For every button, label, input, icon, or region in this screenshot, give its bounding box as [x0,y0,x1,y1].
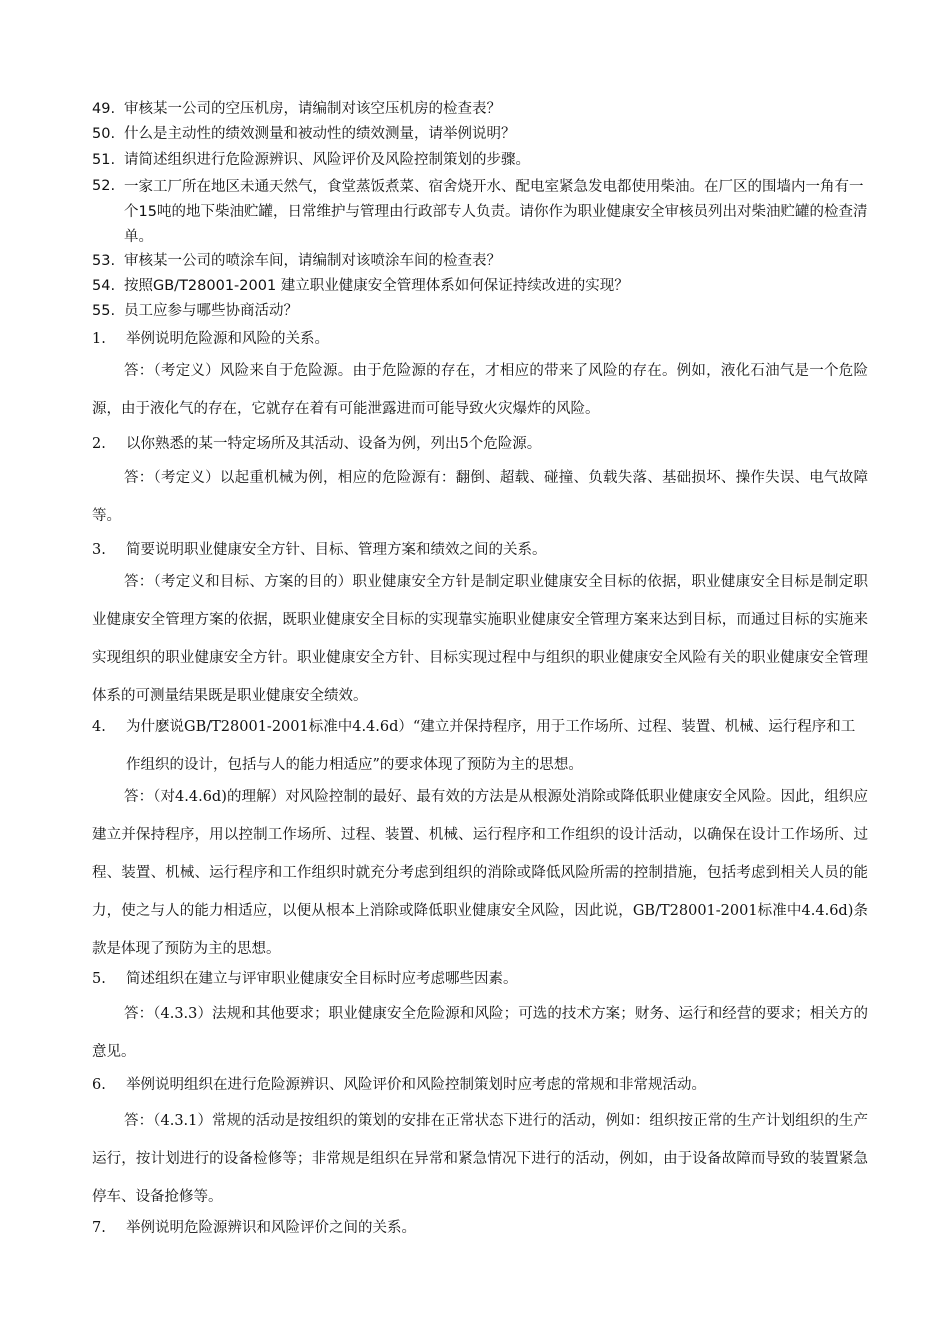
qa-question-number: 1. [92,331,106,347]
qa-question-text: 举例说明危险源和风险的关系。 [126,331,329,347]
qa-answer: 答：（对4.4.6d)的理解）对风险控制的最好、最有效的方法是从根源处消除或降低职业健康安全风险。因此，组织应建立并保持程序，用以控制工作场所、过程、装置、机械、运行程序和工作组织的设计活动，以确保在设计工作场所、过程、装置、机械、运行程序和工作组织时就充分考虑到组织的消除或降低风险所需的控制措施，包括考虑到相关人员的能力，使之与人的能力相适应，以便从根本上消除或降低职业健康安全风险，因此说，GB/T28001-2001标准中4.4.6d)条款是体现了预防为主的思想。 [92,789,868,957]
qa-question-text: 简述组织在建立与评审职业健康安全目标时应考虑哪些因素。 [126,971,518,987]
question-number: 49. [92,101,116,117]
qa-question-number: 2. [92,436,106,452]
qa-question [92,960,868,998]
question-item [92,149,868,171]
qa-question-number: 6. [92,1077,106,1093]
qa-question-number: 3. [92,542,106,558]
question-item [92,98,868,120]
question-text: 审核某一公司的喷涂车间，请编制对该喷涂车间的检查表？ [124,253,501,269]
question-number: 55. [92,303,116,319]
question-text: 审核某一公司的空压机房，请编制对该空压机房的检查表？ [124,101,501,117]
question-item [92,275,868,297]
question-item [92,175,868,250]
qa-question [92,1066,868,1104]
qa-answer: 答：（4.3.1）常规的活动是按组织的策划的安排在正常状态下进行的活动，例如：组织按正常的生产计划组织的生产运行，按计划进行的设备检修等；非常规是组织在异常和紧急情况下进行的活动，例如，由于设备故障而导致的装置紧急停车、设备抢修等。 [92,1113,868,1205]
qa-question-text: 以你熟悉的某一特定场所及其活动、设备为例，列出5个危险源。 [126,436,542,452]
question-number: 52. [92,178,116,194]
question-text: 员工应参与哪些协商活动？ [124,303,298,319]
qa-question-text: 举例说明危险源辨识和风险评价之间的关系。 [126,1220,416,1236]
qa-answer: 答：（考定义和目标、方案的目的）职业健康安全方针是制定职业健康安全目标的依据，职业健康安全目标是制定职业健康安全管理方案的依据，既职业健康安全目标的实现靠实施职业健康安全管理方案来达到目标，而通过目标的实施来实现组织的职业健康安全方针。职业健康安全方针、目标实现过程中与组织的职业健康安全风险有关的职业健康安全管理体系的可测量结果既是职业健康安全绩效。 [92,574,868,704]
qa-question-text: 举例说明组织在进行危险源辨识、风险评价和风险控制策划时应考虑的常规和非常规活动。 [126,1077,706,1093]
qa-question-number: 7. [92,1220,106,1236]
question-number: 51. [92,152,116,168]
qa-question [92,1209,868,1247]
qa-answer: 答：（考定义）以起重机械为例，相应的危险源有：翻倒、超载、碰撞、负载失落、基础损坏、操作失误、电气故障等。 [92,470,868,524]
question-item [92,250,868,272]
question-number: 53. [92,253,116,269]
question-number: 50. [92,126,116,142]
qa-question-number: 5. [92,971,106,987]
qa-question [92,708,868,784]
qa-question-text: 为什麽说GB/T28001-2001标准中4.4.6d）“建立并保持程序，用于工作场所、过程、装置、机械、运行程序和工作组织的设计，包括与人的能力相适应”的要求体现了预防为主的思想。 [126,719,856,773]
qa-question-number: 4. [92,719,106,735]
qa-answer: 答：（4.3.3）法规和其他要求；职业健康安全危险源和风险；可选的技术方案；财务、运行和经营的要求；相关方的意见。 [92,1006,868,1060]
question-number: 54. [92,278,116,294]
question-item [92,300,868,322]
question-text: 什么是主动性的绩效测量和被动性的绩效测量，请举例说明？ [124,126,516,142]
question-text: 请简述组织进行危险源辨识、风险评价及风险控制策划的步骤。 [124,152,530,168]
qa-question [92,425,868,463]
question-text: 按照GB/T28001-2001 建立职业健康安全管理体系如何保证持续改进的实现？ [124,278,629,294]
qa-answer: 答：（考定义）风险来自于危险源。由于危险源的存在，才相应的带来了风险的存在。例如，液化石油气是一个危险源，由于液化气的存在，它就存在着有可能泄露进而可能导致火灾爆炸的风险。 [92,363,868,417]
qa-question-text: 简要说明职业健康安全方针、目标、管理方案和绩效之间的关系。 [126,542,547,558]
question-text: 一家工厂所在地区未通天然气，食堂蒸饭煮菜、宿舍烧开水、配电室紧急发电都使用柴油。在厂区的围墙内一角有一个15吨的地下柴油贮罐，日常维护与管理由行政部专人负责。请你作为职业健康安全审核员列出对柴油贮罐的检查清单。 [124,179,868,245]
question-item [92,123,868,145]
